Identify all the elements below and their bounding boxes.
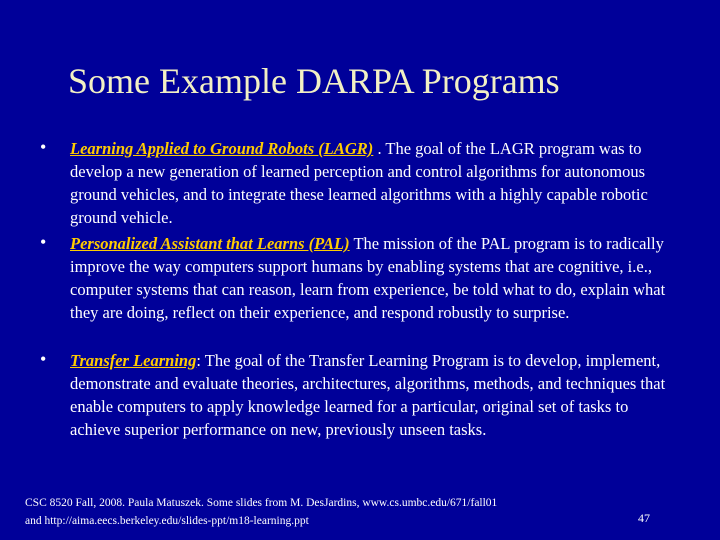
bullet-icon: •: [40, 232, 47, 252]
bullet-heading: Personalized Assistant that Learns (PAL): [70, 234, 350, 253]
bullet-heading: Learning Applied to Ground Robots (LAGR): [70, 139, 374, 158]
bullet-body: The mission of the PAL program is to radically improve the way computers support humans by enabling systems that are cognitive, i.e., computer systems that can reason, learn from experience, be told what to do, explain what they are doing, reflect on their experience, and respond robustly to surprise.: [70, 234, 666, 322]
bullet-body: . The goal of the LAGR program was to develop a new generation of learned perception and control algorithms for autonomous ground vehicles, and to integrate these learned algorithms with a highly capable robotic ground vehicle.: [70, 139, 648, 227]
page-number: 47: [638, 511, 650, 525]
bullet-text: [70, 349, 670, 441]
slide-title: Some Example DARPA Programs: [68, 61, 560, 101]
bullet-text: [70, 232, 670, 324]
slide-footer: [25, 494, 497, 530]
bullet-heading: Transfer Learning: [70, 351, 197, 370]
bullet-body: : The goal of the Transfer Learning Program is to develop, implement, demonstrate and evaluate theories, architectures, algorithms, methods, and techniques that enable computers to apply knowledge learned for a particular, original set of tasks to achieve superior performance on new, previously unseen tasks.: [70, 351, 666, 439]
bullet-text: [70, 137, 670, 229]
footer-line-2: and http://aima.eecs.berkeley.edu/slides-ppt/m18-learning.ppt: [25, 515, 309, 527]
footer-line-1: CSC 8520 Fall, 2008. Paula Matuszek. Some slides from M. DesJardins, www.cs.umbc.edu/671/fall01: [25, 497, 498, 509]
bullet-icon: •: [40, 349, 47, 369]
bullet-icon: •: [40, 137, 47, 157]
